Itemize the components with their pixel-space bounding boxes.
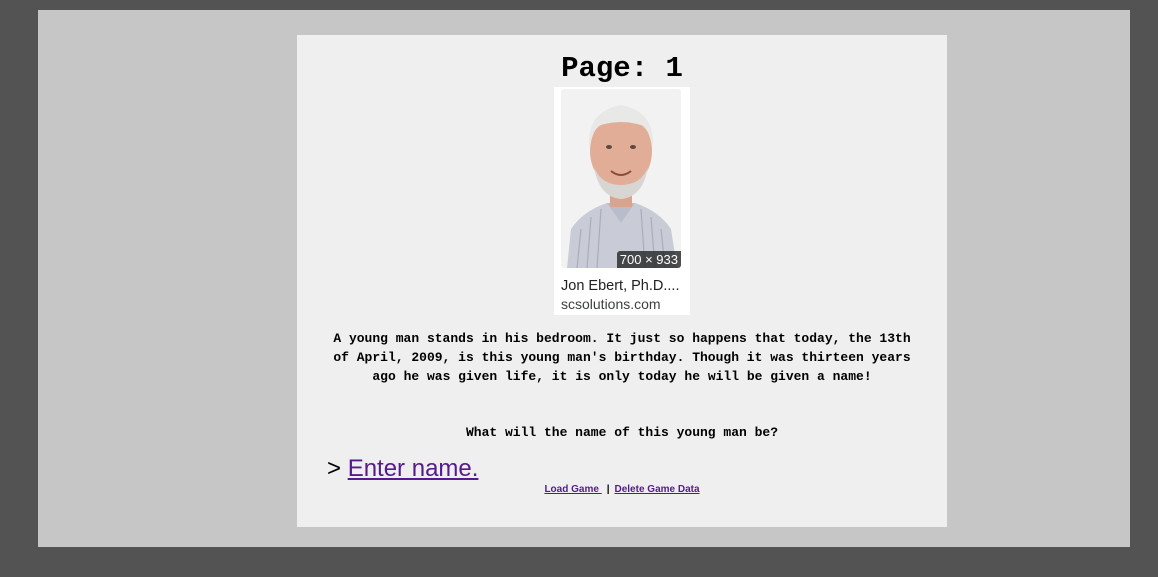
page-background bbox=[38, 10, 1130, 547]
story-text: A young man stands in his bedroom. It just so happens that today, the 13th of April, 2009, is this young man's birthday. Though it was thirteen years ago he was given life, it is only today he will be given a name! bbox=[333, 331, 911, 384]
story-question: What will the name of this young man be? bbox=[465, 425, 779, 440]
image-title[interactable]: Jon Ebert, Ph.D.... bbox=[561, 278, 680, 294]
command-prompt: > bbox=[327, 455, 342, 482]
story-panel bbox=[297, 35, 947, 527]
page-title: Page: 1 bbox=[561, 52, 683, 85]
load-game-link[interactable]: Load Game bbox=[544, 484, 602, 495]
link-separator: | bbox=[606, 484, 610, 495]
image-dimensions-badge: 700 × 933 bbox=[617, 251, 681, 268]
image-search-card[interactable] bbox=[554, 87, 690, 315]
portrait-photo[interactable] bbox=[561, 89, 681, 268]
command-line bbox=[327, 455, 478, 483]
image-source-domain[interactable]: scsolutions.com bbox=[561, 296, 661, 312]
portrait-illustration bbox=[561, 89, 681, 268]
delete-game-data-link[interactable]: Delete Game Data bbox=[614, 484, 700, 495]
game-options bbox=[297, 483, 947, 497]
enter-name-link[interactable]: Enter name. bbox=[347, 455, 479, 482]
